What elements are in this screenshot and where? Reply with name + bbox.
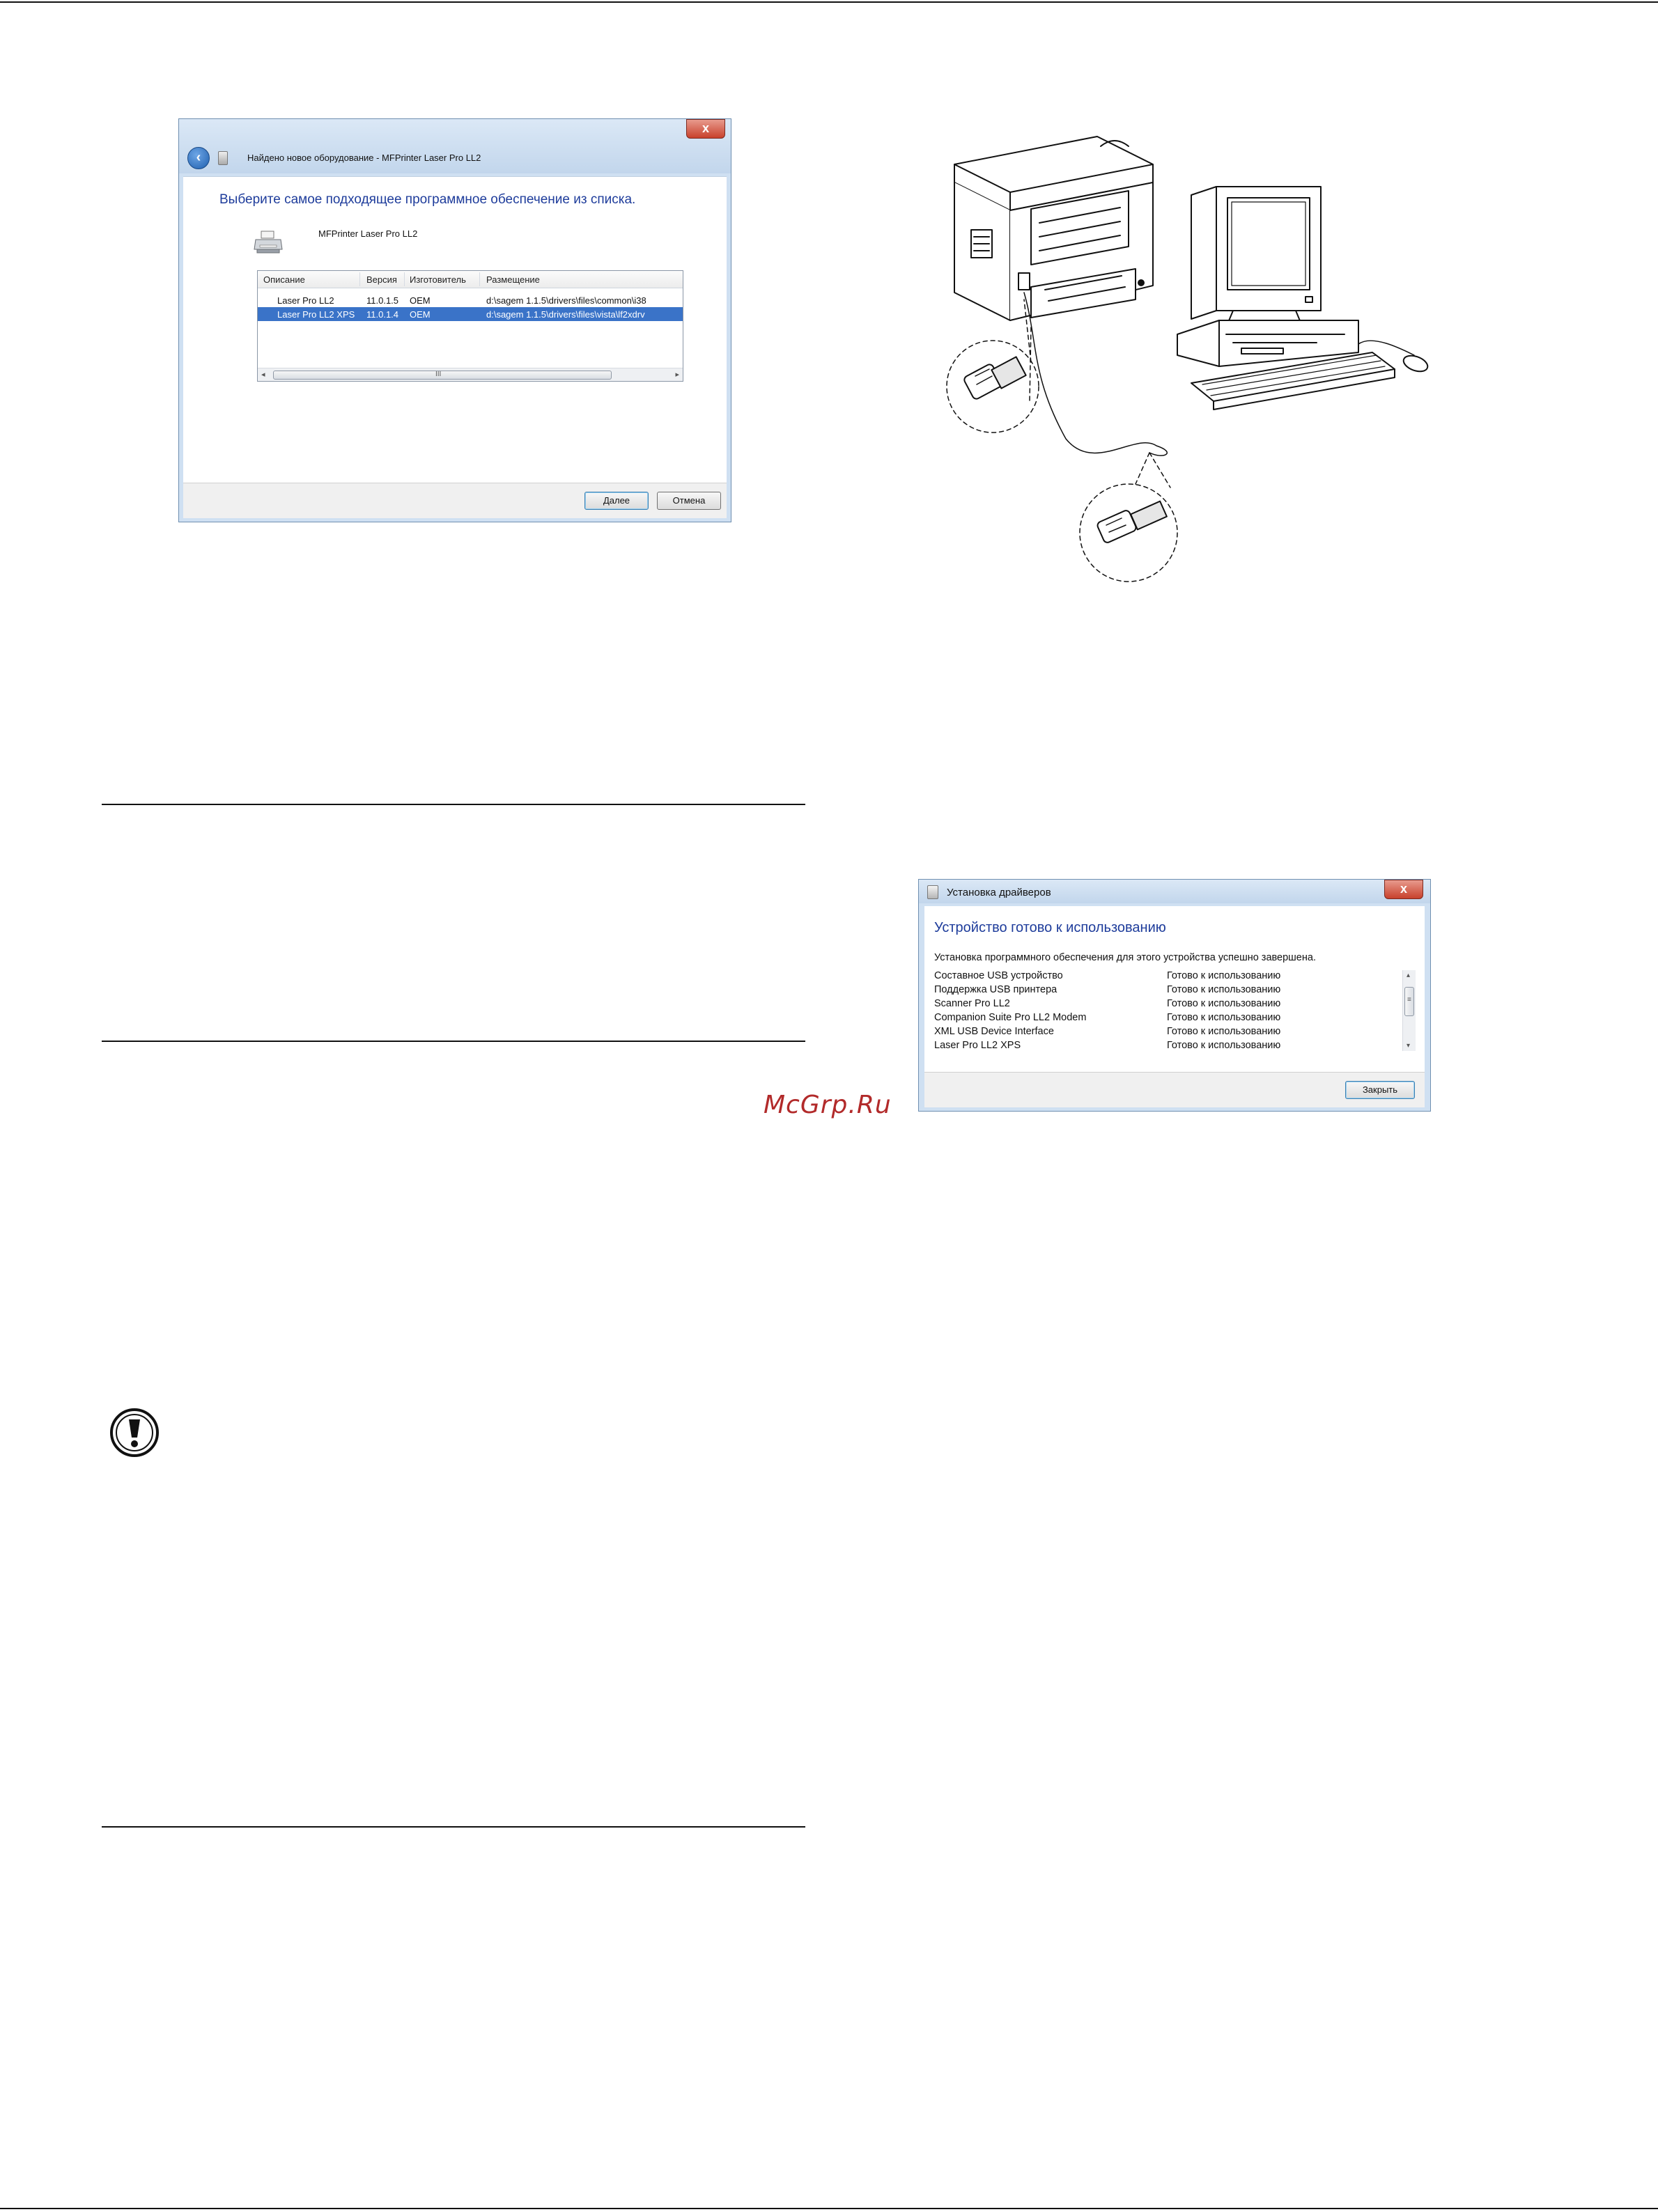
close-button[interactable]: x (1384, 880, 1423, 899)
item-name: Scanner Pro LL2 (934, 998, 1010, 1009)
dialog-content (924, 906, 1425, 1072)
item-status: Готово к использованию (1167, 998, 1281, 1009)
list-item (934, 998, 1394, 1012)
dialog-intro: Установка программного обеспечения для этого устройства успешно завершена. (934, 952, 1316, 963)
list-item (934, 1012, 1394, 1026)
item-name: Laser Pro LL2 XPS (934, 1040, 1021, 1050)
section-rule-3 (102, 1826, 805, 1828)
monitor-illustration (1191, 187, 1321, 327)
item-name: Составное USB устройство (934, 970, 1063, 981)
section-rule-1 (102, 804, 805, 805)
printer-illustration (954, 137, 1153, 320)
driver-status-list (934, 970, 1394, 1050)
scroll-right-icon[interactable]: ▸ (675, 371, 679, 379)
device-name: MFPrinter Laser Pro LL2 (318, 228, 418, 239)
close-button[interactable]: x (686, 119, 725, 139)
item-status: Готово к использованию (1167, 1040, 1281, 1050)
installer-icon (927, 885, 938, 899)
driver-list[interactable] (257, 270, 683, 382)
column-manufacturer[interactable]: Изготовитель (410, 274, 466, 285)
item-status: Готово к использованию (1167, 1012, 1281, 1023)
item-name: XML USB Device Interface (934, 1026, 1054, 1037)
item-name: Companion Suite Pro LL2 Modem (934, 1012, 1087, 1023)
driver-install-dialog (918, 879, 1431, 1112)
printer-icon (253, 230, 284, 255)
cell-manufacturer: OEM (410, 309, 431, 320)
dialog-footer (924, 1072, 1425, 1107)
cell-description: Laser Pro LL2 (277, 295, 334, 306)
column-separator (404, 272, 405, 286)
list-item (934, 1026, 1394, 1040)
bottom-page-rule (0, 2208, 1658, 2209)
list-item (934, 984, 1394, 998)
cell-location: d:\sagem 1.1.5\drivers\files\common\i38 (486, 295, 646, 306)
exclamation-note-icon (109, 1407, 160, 1458)
scroll-down-icon[interactable]: ▾ (1407, 1042, 1411, 1050)
scroll-grip: III (435, 371, 442, 378)
column-description[interactable]: Описание (263, 274, 305, 285)
item-name: Поддержка USB принтера (934, 984, 1057, 995)
item-status: Готово к использованию (1167, 984, 1281, 995)
back-arrow-icon[interactable]: ‹ (187, 147, 210, 169)
dialog-heading: Устройство готово к использованию (934, 920, 1166, 935)
cell-version: 11.0.1.4 (366, 309, 399, 320)
scroll-thumb[interactable] (273, 371, 612, 380)
usb-a-connector-zoom (1080, 453, 1177, 582)
column-location[interactable]: Размещение (486, 274, 540, 285)
dialog-title: Установка драйверов (947, 887, 1051, 898)
close-dialog-button[interactable]: Закрыть (1345, 1081, 1415, 1099)
scroll-thumb[interactable] (1404, 987, 1414, 1016)
new-hardware-dialog (178, 118, 731, 522)
cell-location: d:\sagem 1.1.5\drivers\files\vista\lf2xdrv (486, 309, 645, 320)
horizontal-scrollbar[interactable] (258, 368, 683, 381)
item-status: Готово к использованию (1167, 1026, 1281, 1037)
column-separator (359, 272, 360, 286)
next-button[interactable]: Далее (584, 492, 649, 510)
dialog-footer (183, 483, 727, 518)
cell-description: Laser Pro LL2 XPS (277, 309, 355, 320)
scroll-grip: ≡ (1407, 996, 1411, 1004)
top-page-rule (0, 1, 1658, 3)
list-item (934, 970, 1394, 984)
device-icon (218, 151, 228, 165)
table-row-selected[interactable] (258, 307, 683, 321)
dialog-title: Найдено новое оборудование - MFPrinter Laser Pro LL2 (247, 153, 481, 163)
usb-b-connector-zoom (947, 299, 1039, 433)
dialog-content (183, 176, 727, 483)
usb-connection-illustration (927, 125, 1456, 592)
dialog-heading: Выберите самое подходящее программное обеспечение из списка. (219, 192, 636, 207)
cancel-button[interactable]: Отмена (657, 492, 721, 510)
table-row[interactable] (258, 293, 683, 307)
watermark: McGrp.Ru (764, 1091, 892, 1119)
list-header (258, 271, 683, 288)
scroll-up-icon[interactable]: ▴ (1407, 972, 1411, 979)
list-item (934, 1040, 1394, 1050)
column-separator (479, 272, 480, 286)
dialog-title-area (179, 119, 731, 173)
item-status: Готово к использованию (1167, 970, 1281, 981)
cell-manufacturer: OEM (410, 295, 431, 306)
section-rule-2 (102, 1041, 805, 1042)
cell-version: 11.0.1.5 (366, 295, 399, 306)
column-version[interactable]: Версия (366, 274, 397, 285)
scroll-left-icon[interactable]: ◂ (261, 371, 265, 379)
vertical-scrollbar[interactable] (1402, 970, 1416, 1051)
